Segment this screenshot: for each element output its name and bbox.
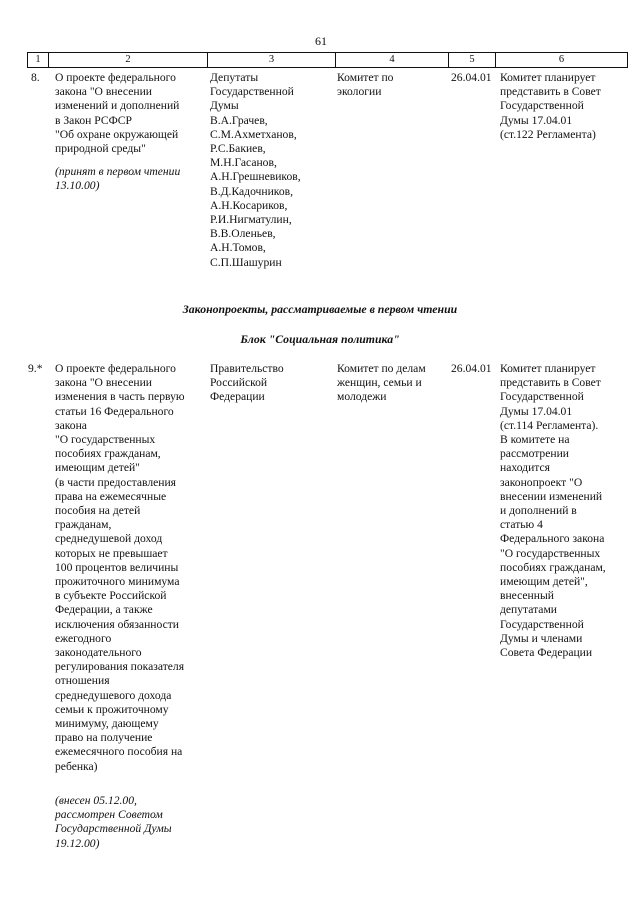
responsible-committee: Комитет по экологии	[337, 71, 394, 99]
consideration-date: 26.04.01	[451, 71, 492, 84]
page-number: 61	[315, 34, 327, 48]
col-header-6: 6	[558, 54, 565, 65]
col-header-5: 5	[449, 53, 496, 67]
bill-authors: Депутаты Государственной Думы В.А.Грачев, С.М.Ахметханов, Р.С.Бакиев, М.Н.Гасанов, А.Н.Грешневиков, В.Д.Кадочников, А.Н.Косариков, Р.И.Нигматулин, В.В.Оленьев, А.Н.Томов, С.П.Шашурин	[210, 71, 301, 269]
bill-title: О проекте федерального закона "О внесении изменений и дополнений в Закон РСФСР "Об охране окружающей природной среды"	[55, 71, 180, 156]
bill-authors: Правительство Российской Федерации	[210, 362, 284, 404]
consideration-date: 26.04.01	[451, 362, 492, 375]
bill-title: О проекте федерального закона "О внесении изменения в часть первую статьи 16 Федерального закона "О государственных пособиях гражданам, имеющим детей" (в части предоставления права на ежемесячные пособия на детей гражданам, среднедушевой доход которых не превышает 100 процентов величины прожиточного минимума в субъекте Российской Федерации, а также исключения обязанности ежегодного законодательного регулирования показателя отношения среднедушевого дохода семьи к прожиточному минимуму, дающему право на получение ежемесячного пособия на ребенка)	[55, 362, 185, 773]
col-header-1: 1	[28, 53, 49, 67]
bill-status-note: (принят в первом чтении 13.10.00)	[55, 165, 181, 193]
block-heading: Блок "Социальная политика"	[240, 332, 400, 346]
col-header-4: 4	[336, 53, 449, 67]
col-header-2: 2	[49, 53, 208, 67]
section-heading: Законопроекты, рассматриваемые в первом чтении	[182, 302, 458, 316]
row-number: 8.	[31, 71, 40, 84]
row-number: 9.*	[28, 362, 43, 375]
committee-plan: Комитет планирует представить в Совет Государственной Думы 17.04.01 (ст.122 Регламента)	[500, 71, 601, 141]
responsible-committee: Комитет по делам женщин, семьи и молодежи	[337, 362, 426, 404]
committee-plan: Комитет планирует представить в Совет Государственной Думы 17.04.01 (ст.114 Регламента). В комитете на рассмотрении находится законопроект "О внесении изменений и дополнений в статью 4 Федерального закона "О государственных пособиях гражданам, имеющим детей", внесенный депутатами Государственной Думы и членами Совета Федерации	[500, 362, 606, 660]
table-header	[27, 52, 628, 68]
bill-status-note: (внесен 05.12.00, рассмотрен Советом Государственной Думы 19.12.00)	[55, 794, 172, 850]
col-header-3: 3	[208, 53, 336, 67]
